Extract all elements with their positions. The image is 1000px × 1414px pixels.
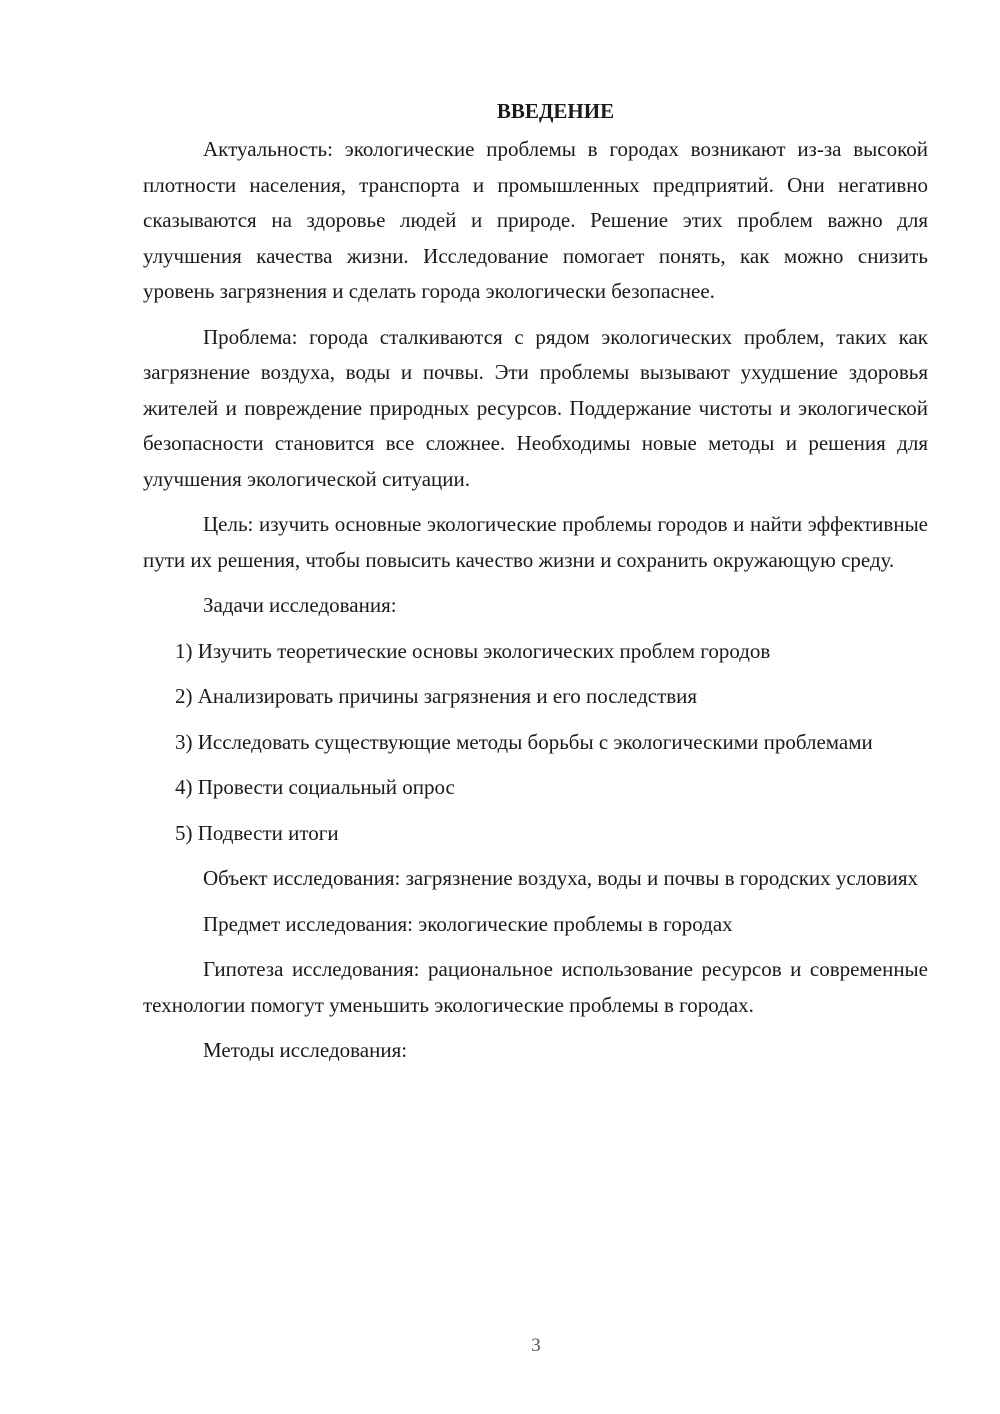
paragraph-problem: Проблема: города сталкиваются с рядом экологических проблем, таких как загрязнение воздуха, воды и почвы. Эти проблемы вызывают ухудшение здоровья жителей и повреждение природных ресурсов. Поддержание чистоты и экологической безопасности становится все сложнее. Необходимы новые методы и решения для улучшения экологической ситуации. (143, 324, 928, 491)
page-number: 3 (531, 1335, 541, 1356)
list-item: 2) Анализировать причины загрязнения и его последствия (175, 684, 698, 708)
paragraph-hypothesis: Гипотеза исследования: рациональное использование ресурсов и современные технологии помогут уменьшить экологические проблемы в городах. (143, 957, 928, 1017)
list-item: 4) Провести социальный опрос (175, 775, 455, 799)
paragraph-object: Объект исследования: загрязнение воздуха, воды и почвы в городских условиях (203, 866, 919, 890)
paragraph-subject: Предмет исследования: экологические проблемы в городах (203, 911, 733, 936)
list-item: 3) Исследовать существующие методы борьбы с экологическими проблемами (175, 729, 873, 754)
paragraph-tasks-title: Задачи исследования: (203, 593, 397, 617)
section-heading: ВВЕДЕНИЕ (496, 99, 615, 123)
paragraph-methods-title: Методы исследования: (203, 1038, 408, 1062)
list-item: 1) Изучить теоретические основы экологических проблем городов (175, 638, 771, 663)
list-item: 5) Подвести итоги (175, 820, 339, 845)
page-content (143, 96, 928, 1069)
paragraph-relevance: Актуальность: экологические проблемы в городах возникают из-за высокой плотности населения, транспорта и промышленных предприятий. Они негативно сказываются на здоровье людей и природе. Решение этих проблем важно для улучшения качества жизни. Исследование помогает понять, как можно снизить уровень загрязнения и сделать города экологически безопаснее. (143, 137, 928, 303)
paragraph-goal: Цель: изучить основные экологические проблемы городов и найти эффективные пути их решения, чтобы повысить качество жизни и сохранить окружающую среду. (143, 512, 928, 572)
